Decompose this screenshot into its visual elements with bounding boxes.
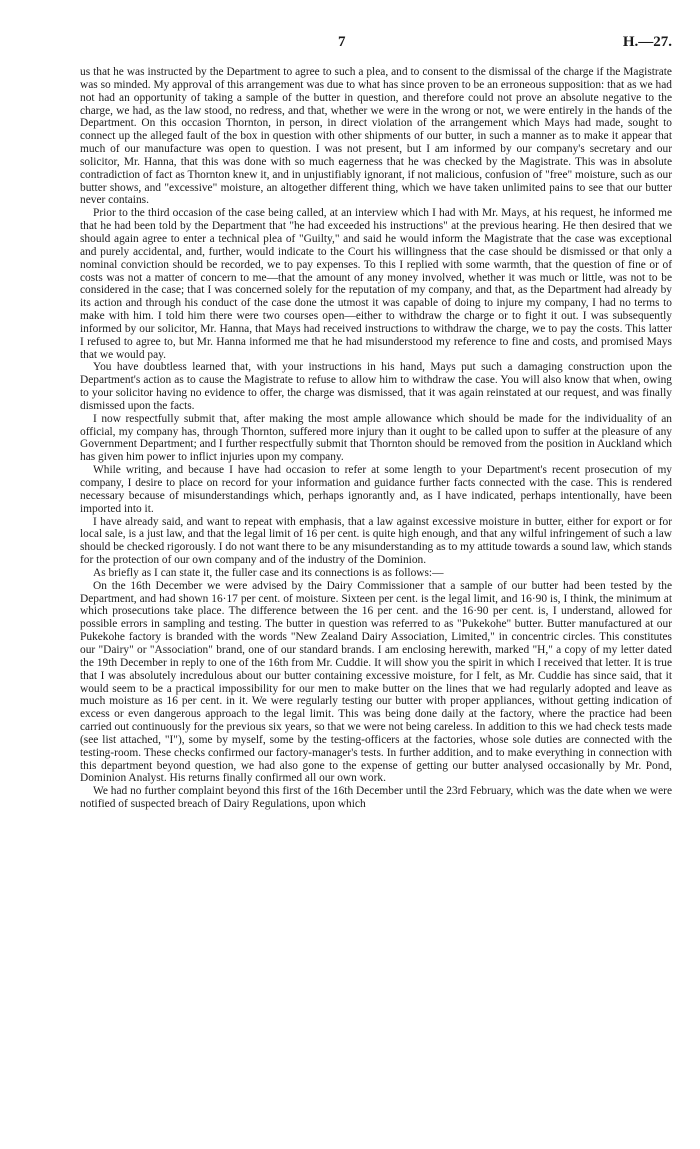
page-number: 7 <box>338 34 346 50</box>
document-reference: H.—27. <box>622 34 672 50</box>
body-text <box>80 66 672 811</box>
paragraph: We had no further complaint beyond this first of the 16th December until the 23rd February, which was the date when we were notified of suspected breach of Dairy Regulations, upon which <box>80 785 672 811</box>
paragraph: You have doubtless learned that, with your instructions in his hand, Mays put such a damaging construction upon the Department's action as to cause the Magistrate to refuse to allow him to withdraw the case. You will also know that when, owing to your solicitor having no evidence to offer, the charge was dismissed, that it was again reinstated at our request, and was finally dismissed upon the facts. <box>80 361 672 412</box>
paragraph: On the 16th December we were advised by the Dairy Commissioner that a sample of our butter had been tested by the Department, and had shown 16·17 per cent. of moisture. Sixteen per cent. is the legal limit, and 16·90 is, I think, the minimum at which prosecutions take place. The difference between the 16 per cent. and the 16·90 per cent. is, I understand, allowed for possible errors in sampling and testing. The butter in question was referred to as "Pukekohe" butter. Butter manufactured at our Pukekohe factory is branded with the words "New Zealand Dairy Association, Limited," in concentric circles. This constitutes our "Dairy" or "Association" brand, one of our standard brands. I am enclosing herewith, marked "H," a copy of my letter dated the 19th December in reply to one of the 16th from Mr. Cuddie. It will show you the spirit in which I received that letter. It is true that I was absolutely incredulous about our butter containing excessive moisture, for I felt, as Mr. Cuddie has since said, that it would seem to be a practical impossibility for our men to make butter on the lines that we had regularly adopted and leave as much moisture as 16 per cent. in it. We were regularly testing our butter with proper appliances, without getting indication of excess or even dangerous approach to the legal limit. This was being done daily at the factory, where the practice had been carried out continuously for the previous six years, so that we were not being careless. In addition to this we had check tests made (see list attached, "I"), some by myself, some by the testing-officers at the factories, whose sole duties are connected with the testing-room. These checks confirmed our factory-manager's tests. In further addition, and to make everything in connection with this department beyond question, we had also gone to the expense of getting our butter analysed occasionally by Mr. Pond, Dominion Analyst. His returns finally confirmed all our own work. <box>80 579 672 785</box>
paragraph: us that he was instructed by the Department to agree to such a plea, and to consent to the dismissal of the charge if the Magistrate was so minded. My approval of this arrangement was due to what has since proven to be an erroneous supposition: that as we had not had an opportunity of taking a sample of the butter in question, and therefore could not prove an absolute negative to the charge, we had, as the law stood, no redress, and that, whether we were in the wrong or not, we were entirely in the hands of the Department. On this occasion Thornton, in person, in direct violation of the arrangement which Mays had made, sought to connect up the alleged fault of the box in question with other shipments of our butter, in such a manner as to make it appear that much of our manufacture was open to question. I was not present, but I am informed by our company's secretary and our solicitor, Mr. Hanna, that this was done with so much eagerness that he was checked by the Magistrate. This was in absolute contradiction of fact as Thornton knew it, and in unjustifiably ignorant, if not malicious, confusion of "free" moisture, such as our butter shows, and "excessive" moisture, an altogether different thing, which we have taken unlimited pains to see that our butter never contains. <box>80 66 672 207</box>
paragraph: I now respectfully submit that, after making the most ample allowance which should be made for the individuality of an official, my company has, through Thornton, suffered more injury than it ought to be called upon to suffer at the pleasure of any Government Department; and I further respectfully submit that Thornton should be removed from the position in Auckland which has given him power to inflict injuries upon my company. <box>80 412 672 464</box>
paragraph: Prior to the third occasion of the case being called, at an interview which I had with Mr. Mays, at his request, he informed me that he had been told by the Department that "he had exceeded his instructions" at the previous hearing. He then desired that we should again agree to enter a technical plea of "Guilty," and said he would inform the Magistrate that the case was exceptional and purely accidental, and, further, would indicate to the Court his willingness that the case should be dismissed or that only a nominal conviction should be recorded, we to pay expenses. To this I replied with some warmth, that the question of fine or of costs was not a matter of concern to me—that the amount of any money involved, whether it was much or little, was not to be considered in the case; that I was concerned solely for the reputation of my company, and that, as the Department had already by its action and through his conduct of the case done the utmost it was capable of doing to injure my company, I had no terms to make with him. I told him there were two courses open—either to withdraw the charge or to fight it out. I was subsequently informed by our solicitor, Mr. Hanna, that Mays had received instructions to withdraw the charge, we to pay the costs. This latter I refused to agree to, but Mr. Hanna informed me that he had misunderstood my reference to fine and costs, and promised Mays that we would pay. <box>80 207 672 361</box>
page-header <box>80 34 672 54</box>
paragraph: I have already said, and want to repeat with emphasis, that a law against excessive moisture in butter, either for export or for local sale, is a just law, and that the legal limit of 16 per cent. is quite high enough, and that any wilful infringement of such a law should be checked rigorously. I do not want there to be any misunderstanding as to my attitude towards a sound law, which stands for the protection of our own company and of the industry of the Dominion. <box>80 515 672 567</box>
paragraph: As briefly as I can state it, the fuller case and its connections is as follows:— <box>93 566 444 579</box>
paragraph: While writing, and because I have had occasion to refer at some length to your Department's recent prosecution of my company, I desire to place on record for your information and guidance further facts connected with the case. This is rendered necessary because of misunderstandings which, perhaps ignorantly and, as I have indicated, perhaps intentionally, have been imported into it. <box>80 464 672 515</box>
